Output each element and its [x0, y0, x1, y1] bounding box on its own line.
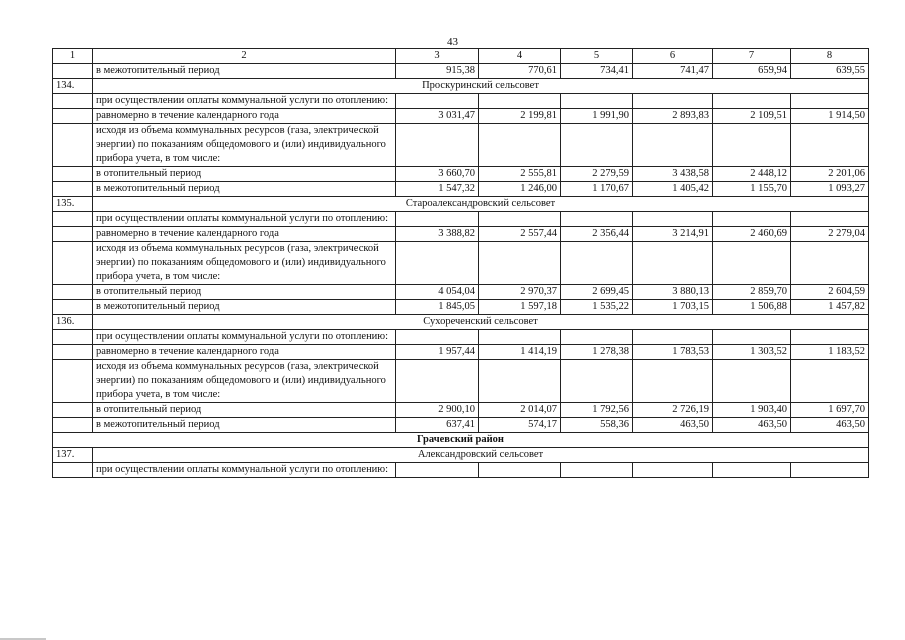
row-index-cell: [53, 360, 93, 403]
data-row: [53, 418, 869, 433]
value-cell: [396, 94, 479, 109]
value-cell: [791, 124, 869, 167]
row-label: в межотопительный период: [93, 418, 396, 433]
value-cell: [479, 360, 561, 403]
header-cell: 2: [93, 49, 396, 64]
data-row: [53, 300, 869, 315]
value-cell: [396, 330, 479, 345]
value-cell: 2 726,19: [633, 403, 713, 418]
value-cell: 1 246,00: [479, 182, 561, 197]
value-cell: 558,36: [561, 418, 633, 433]
value-cell: [791, 212, 869, 227]
value-cell: [633, 212, 713, 227]
row-label: в отопительный период: [93, 167, 396, 182]
text-row: [53, 360, 869, 403]
value-cell: 734,41: [561, 64, 633, 79]
row-label: в межотопительный период: [93, 64, 396, 79]
row-index-cell: [53, 167, 93, 182]
text-row: [53, 242, 869, 285]
row-label: исходя из объема коммунальных ресурсов (газа, электрической энергии) по показаниям общедомового и (или) индивидуального прибора учета, в том числе:: [93, 242, 396, 285]
data-row: [53, 227, 869, 242]
text-row: [53, 463, 869, 478]
section-number: 137.: [53, 448, 93, 463]
header-cell: 3: [396, 49, 479, 64]
value-cell: [479, 330, 561, 345]
section-title: Александровский сельсовет: [93, 448, 869, 463]
value-cell: 770,61: [479, 64, 561, 79]
value-cell: 1 155,70: [713, 182, 791, 197]
value-cell: 1 414,19: [479, 345, 561, 360]
value-cell: 463,50: [713, 418, 791, 433]
value-cell: 637,41: [396, 418, 479, 433]
value-cell: 2 014,07: [479, 403, 561, 418]
row-index-cell: [53, 300, 93, 315]
value-cell: 1 957,44: [396, 345, 479, 360]
value-cell: [561, 330, 633, 345]
value-cell: 3 031,47: [396, 109, 479, 124]
value-cell: 2 460,69: [713, 227, 791, 242]
section-title: Староалександровский сельсовет: [93, 197, 869, 212]
value-cell: [479, 212, 561, 227]
value-cell: 1 991,90: [561, 109, 633, 124]
data-row: [53, 64, 869, 79]
row-index-cell: [53, 109, 93, 124]
row-label: в межотопительный период: [93, 182, 396, 197]
row-index-cell: [53, 124, 93, 167]
text-row: [53, 94, 869, 109]
value-cell: 1 547,32: [396, 182, 479, 197]
value-cell: 639,55: [791, 64, 869, 79]
value-cell: [633, 94, 713, 109]
row-index-cell: [53, 212, 93, 227]
value-cell: [713, 242, 791, 285]
value-cell: 1 457,82: [791, 300, 869, 315]
data-row: [53, 182, 869, 197]
value-cell: 2 893,83: [633, 109, 713, 124]
value-cell: 1 093,27: [791, 182, 869, 197]
row-label: при осуществлении оплаты коммунальной услуги по отоплению:: [93, 330, 396, 345]
header-cell: 5: [561, 49, 633, 64]
value-cell: [396, 124, 479, 167]
value-cell: 1 914,50: [791, 109, 869, 124]
value-cell: [713, 94, 791, 109]
value-cell: 1 303,52: [713, 345, 791, 360]
value-cell: [561, 360, 633, 403]
value-cell: 3 438,58: [633, 167, 713, 182]
value-cell: 2 970,37: [479, 285, 561, 300]
section-title: Сухореченский сельсовет: [93, 315, 869, 330]
row-label: в отопительный период: [93, 403, 396, 418]
row-label: равномерно в течение календарного года: [93, 109, 396, 124]
value-cell: [633, 124, 713, 167]
value-cell: [791, 94, 869, 109]
value-cell: [396, 242, 479, 285]
header-cell: 8: [791, 49, 869, 64]
value-cell: [479, 94, 561, 109]
value-cell: [561, 124, 633, 167]
data-row: [53, 167, 869, 182]
row-label: исходя из объема коммунальных ресурсов (газа, электрической энергии) по показаниям общедомового и (или) индивидуального прибора учета, в том числе:: [93, 360, 396, 403]
value-cell: 1 845,05: [396, 300, 479, 315]
row-index-cell: [53, 418, 93, 433]
row-index-cell: [53, 94, 93, 109]
value-cell: 3 880,13: [633, 285, 713, 300]
value-cell: 1 405,42: [633, 182, 713, 197]
row-index-cell: [53, 403, 93, 418]
value-cell: 463,50: [791, 418, 869, 433]
data-row: [53, 345, 869, 360]
value-cell: 915,38: [396, 64, 479, 79]
row-index-cell: [53, 64, 93, 79]
value-cell: 4 054,04: [396, 285, 479, 300]
header-cell: 6: [633, 49, 713, 64]
value-cell: [791, 242, 869, 285]
page-number: 43: [447, 36, 458, 48]
value-cell: 1 535,22: [561, 300, 633, 315]
value-cell: [791, 360, 869, 403]
value-cell: 2 604,59: [791, 285, 869, 300]
value-cell: [561, 212, 633, 227]
value-cell: 2 557,44: [479, 227, 561, 242]
row-label: равномерно в течение календарного года: [93, 345, 396, 360]
text-row: [53, 330, 869, 345]
header-row: [53, 49, 869, 64]
value-cell: 2 555,81: [479, 167, 561, 182]
row-label: в межотопительный период: [93, 300, 396, 315]
row-index-cell: [53, 242, 93, 285]
value-cell: 2 201,06: [791, 167, 869, 182]
row-label: исходя из объема коммунальных ресурсов (газа, электрической энергии) по показаниям общедомового и (или) индивидуального прибора учета, в том числе:: [93, 124, 396, 167]
value-cell: 659,94: [713, 64, 791, 79]
value-cell: 1 697,70: [791, 403, 869, 418]
value-cell: [396, 463, 479, 478]
value-cell: 1 703,15: [633, 300, 713, 315]
value-cell: 574,17: [479, 418, 561, 433]
value-cell: [396, 360, 479, 403]
value-cell: [479, 242, 561, 285]
section-number: 136.: [53, 315, 93, 330]
section-row: [53, 448, 869, 463]
row-label: в отопительный период: [93, 285, 396, 300]
section-title: Проскуринский сельсовет: [93, 79, 869, 94]
value-cell: 1 783,53: [633, 345, 713, 360]
value-cell: [561, 242, 633, 285]
row-index-cell: [53, 182, 93, 197]
row-label: при осуществлении оплаты коммунальной услуги по отоплению:: [93, 212, 396, 227]
value-cell: [479, 124, 561, 167]
data-row: [53, 285, 869, 300]
text-row: [53, 124, 869, 167]
value-cell: 741,47: [633, 64, 713, 79]
header-cell: 4: [479, 49, 561, 64]
row-index-cell: [53, 227, 93, 242]
row-label: равномерно в течение календарного года: [93, 227, 396, 242]
value-cell: [791, 330, 869, 345]
value-cell: [396, 212, 479, 227]
value-cell: [561, 463, 633, 478]
value-cell: 2 199,81: [479, 109, 561, 124]
value-cell: 1 170,67: [561, 182, 633, 197]
value-cell: 1 278,38: [561, 345, 633, 360]
section-row: [53, 197, 869, 212]
value-cell: 1 183,52: [791, 345, 869, 360]
row-label: при осуществлении оплаты коммунальной услуги по отоплению:: [93, 94, 396, 109]
value-cell: [633, 463, 713, 478]
value-cell: 1 597,18: [479, 300, 561, 315]
value-cell: 3 660,70: [396, 167, 479, 182]
section-number: 134.: [53, 79, 93, 94]
data-row: [53, 403, 869, 418]
value-cell: 2 109,51: [713, 109, 791, 124]
data-row: [53, 109, 869, 124]
value-cell: 2 279,04: [791, 227, 869, 242]
row-index-cell: [53, 345, 93, 360]
value-cell: [561, 94, 633, 109]
header-cell: 7: [713, 49, 791, 64]
section-row: [53, 315, 869, 330]
value-cell: 3 388,82: [396, 227, 479, 242]
value-cell: [633, 330, 713, 345]
value-cell: 463,50: [633, 418, 713, 433]
section-row: [53, 79, 869, 94]
value-cell: 2 900,10: [396, 403, 479, 418]
value-cell: [713, 330, 791, 345]
header-cell: 1: [53, 49, 93, 64]
value-cell: [713, 463, 791, 478]
value-cell: [713, 124, 791, 167]
row-index-cell: [53, 285, 93, 300]
value-cell: 2 699,45: [561, 285, 633, 300]
value-cell: 1 506,88: [713, 300, 791, 315]
section-number: 135.: [53, 197, 93, 212]
value-cell: [633, 242, 713, 285]
value-cell: 3 214,91: [633, 227, 713, 242]
row-index-cell: [53, 330, 93, 345]
value-cell: [633, 360, 713, 403]
value-cell: 1 792,56: [561, 403, 633, 418]
value-cell: 1 903,40: [713, 403, 791, 418]
value-cell: 2 859,70: [713, 285, 791, 300]
value-cell: 2 448,12: [713, 167, 791, 182]
value-cell: [479, 463, 561, 478]
district-title: Грачевский район: [53, 433, 869, 448]
value-cell: [713, 212, 791, 227]
row-label: при осуществлении оплаты коммунальной услуги по отоплению:: [93, 463, 396, 478]
value-cell: 2 279,59: [561, 167, 633, 182]
value-cell: [791, 463, 869, 478]
text-row: [53, 212, 869, 227]
tariff-table: [52, 48, 869, 478]
value-cell: 2 356,44: [561, 227, 633, 242]
value-cell: [713, 360, 791, 403]
district-row: [53, 433, 869, 448]
row-index-cell: [53, 463, 93, 478]
